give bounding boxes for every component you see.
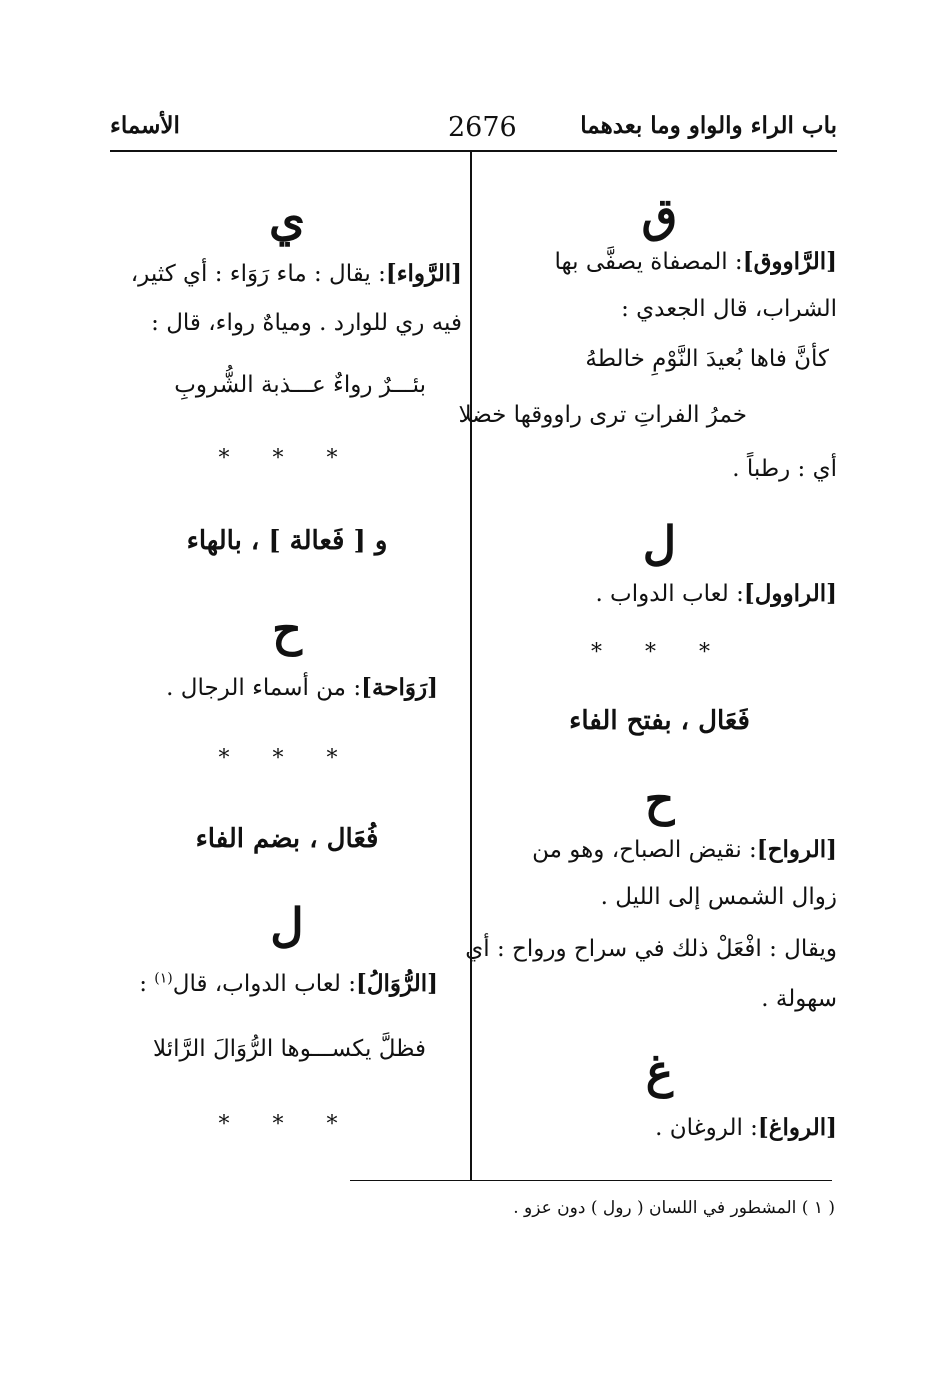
running-head-section: الأسماء (110, 112, 180, 139)
verse-line: بئـــرٌ رواءٌ عـــذبة الشُّروبِ (174, 372, 426, 398)
entry-rawagh (482, 1114, 837, 1143)
entry-rawaa (112, 260, 462, 289)
letter-heading-ha: ح (272, 602, 302, 656)
footnote-rule (350, 1180, 832, 1181)
definition-text: : لعاب الدواب . (595, 581, 744, 607)
entry-text-line: زوال الشمس إلى الليل . (600, 884, 837, 910)
definition-text: : من أسماء الرجال . (166, 675, 362, 701)
verse-line: فظلَّ يكســـوها الرُّوَالَ الرَّائلا (153, 1036, 426, 1062)
entry-text-line: الشراب، قال الجعدي : (621, 296, 837, 322)
section-separator: * * * (218, 746, 356, 771)
letter-heading-ya: ي (268, 192, 305, 246)
entry-rawuq (482, 248, 837, 277)
letter-heading-qaf: ق (641, 188, 678, 242)
pattern-heading: فَعَال ، بفتح الفاء (569, 706, 750, 736)
definition-text: : نقيض الصباح، وهو من (532, 837, 757, 863)
section-separator: * * * (591, 640, 728, 665)
footnote-reference: (١) (154, 970, 173, 987)
entry-ruwal (112, 970, 438, 999)
definition-text: : يقال : ماء رَوَاء : أي كثير، (130, 261, 386, 287)
section-separator: * * * (218, 1112, 356, 1137)
pattern-heading: فُعَال ، بضم الفاء (195, 824, 379, 854)
footnote: ( ١ ) المشطور في اللسان ( رول ) دون عزو . (513, 1198, 835, 1218)
headword: [الرواغ] (757, 1114, 837, 1141)
headword: [الرواح] (756, 836, 837, 863)
definition-text: : لعاب الدواب، قال (172, 971, 356, 997)
definition-text: : الروغان . (655, 1115, 758, 1141)
pattern-heading: و [ فَعالة ] ، بالهاء (186, 526, 388, 556)
letter-heading-lam: ل (270, 898, 304, 952)
verse-line-1: كأنَّ فاها بُعيدَ النَّوْمِ خالطهُ (585, 346, 829, 372)
verse-line-2: خمرُ الفراتِ ترى راووقها خضلا (458, 402, 747, 428)
page-number: 2676 (448, 112, 517, 143)
entry-rawul (482, 580, 837, 609)
running-head-chapter: باب الراء والواو وما بعدهما (580, 112, 837, 139)
headword: [الرُّوَالُ] (355, 970, 438, 997)
definition-text: : المصفاة يصفَّى بها (554, 249, 743, 275)
headword: [الراوول] (743, 580, 837, 607)
entry-rawah (482, 836, 837, 865)
letter-heading-lam: ل (642, 516, 677, 570)
entry-text-line: فيه ري للوارد . ومياهٌ رواء، قال : (151, 310, 462, 336)
section-separator: * * * (218, 446, 356, 471)
entry-text-line: ويقال : افْعَلْ ذلك في سراح ورواح : أي (465, 936, 837, 962)
headword: [الرَّواء] (385, 260, 462, 287)
column-divider (470, 152, 472, 1180)
colon: : (139, 971, 147, 997)
headword: [رَوَاحة] (361, 674, 438, 701)
letter-heading-ghain: غ (645, 1044, 674, 1098)
headword: [الرَّاووق] (742, 248, 837, 275)
header-rule (110, 150, 837, 152)
gloss-line: أي : رطباً . (732, 456, 837, 482)
entry-text-line: سهولة . (761, 986, 837, 1012)
letter-heading-ha: ح (644, 772, 675, 826)
entry-rawaha (112, 674, 438, 703)
